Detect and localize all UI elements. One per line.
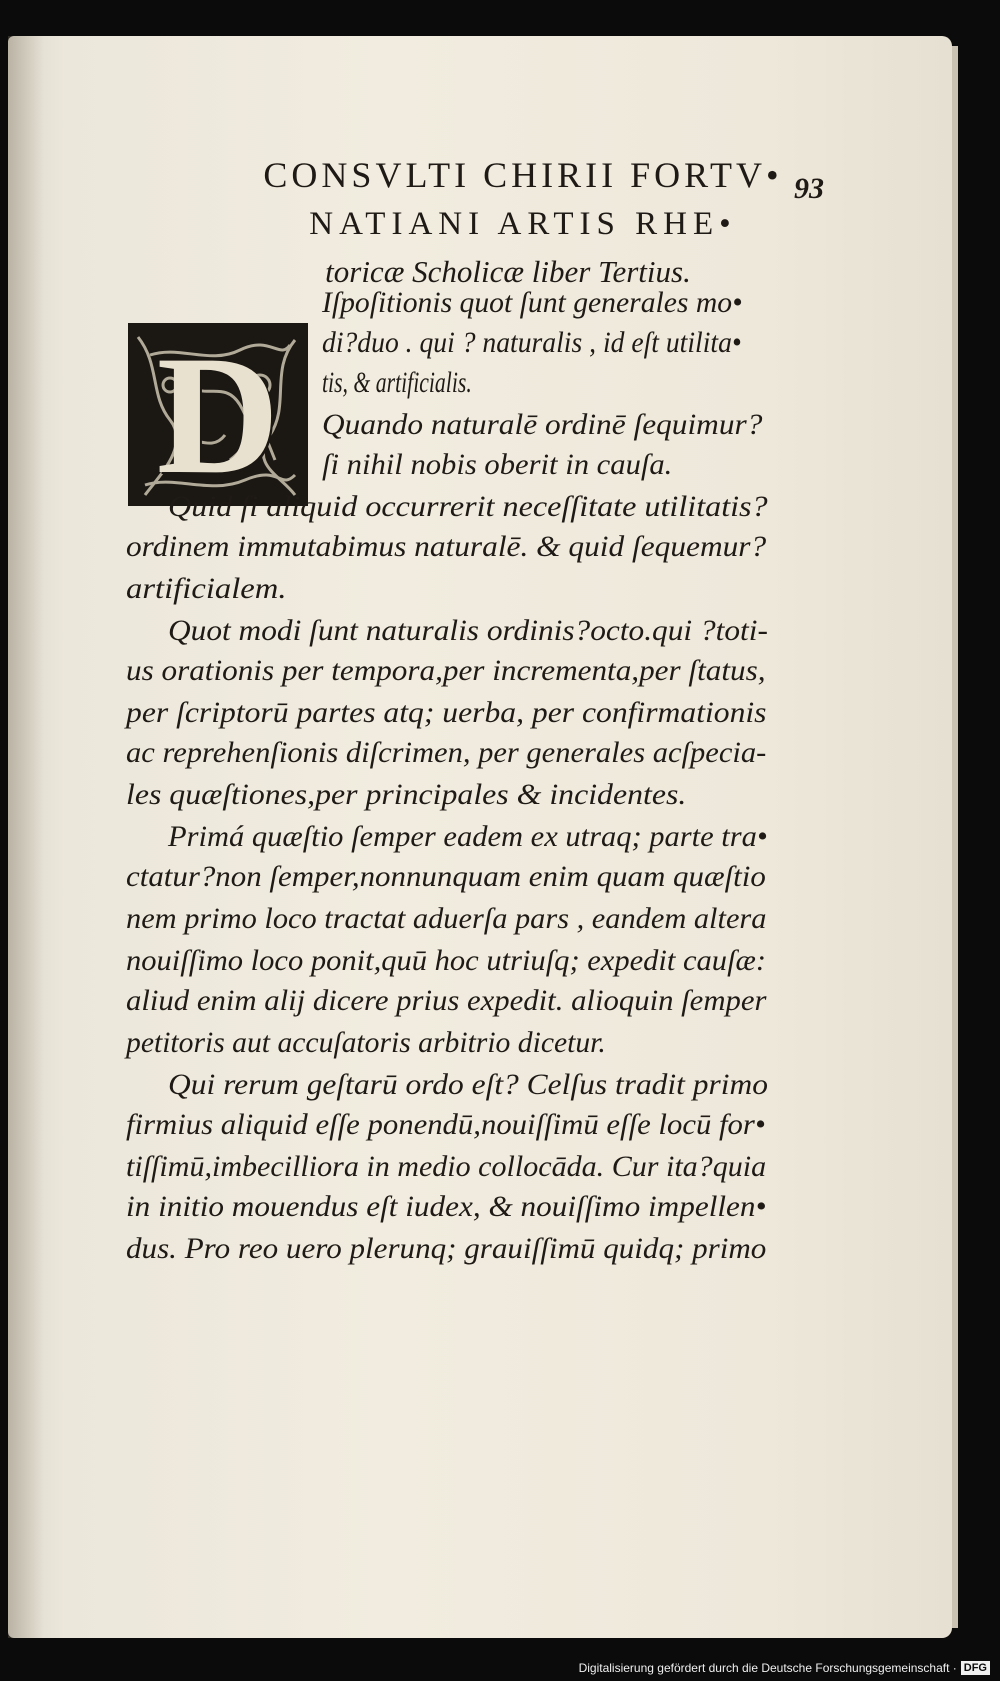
text-line: aliud enim alij dicere prius expedit. alioquin ſemper [126,984,767,1017]
text-line: Qui rerum geſtarū ordo eſt? Celſus tradit primo [168,1068,768,1101]
footer-bar [579,1661,990,1675]
heading-line-3: toricæ Scholicæ liber Tertius. [325,254,691,289]
footer-text: Digitalisierung gefördert durch die Deutsche Forschungsgemeinschaft · [578,1661,957,1675]
heading-line-1: CONSVLTI CHIRII FORTV• [263,155,783,195]
text-line: dus. Pro reo uero plerunq; grauiſſimū quidq; primo [126,1232,767,1265]
heading-line-2: NATIANI ARTIS RHE• [309,206,737,242]
page-number: 93 [794,172,824,205]
text-line: firmius aliquid eſſe ponendū,nouiſſimū eſſe locū for• [126,1108,766,1141]
text-line: Primá quæſtio ſemper eadem ex utraq; parte tra• [168,820,768,853]
text-line: petitoris aut accuſatoris arbitrio dicetur. [126,1026,606,1059]
decorated-initial [128,323,308,506]
text-line: di?duo . qui ? naturalis , id eſt utilita• [322,326,742,359]
text-line: nouiſſimo loco ponit,quū hoc utriuſq; expedit cauſæ: [126,944,767,977]
dfg-logo: DFG [961,1661,990,1675]
text-line: us orationis per tempora,per incrementa,per ſtatus, [126,654,766,687]
text-line: in initio mouendus eſt iudex, & nouiſſimo impellen• [126,1190,767,1223]
text-line: les quæſtiones,per principales & incidentes. [126,778,687,811]
text-line: Quot modi ſunt naturalis ordinis?octo.qui ?toti- [168,614,768,647]
text-line: per ſcriptorū partes atq; uerba, per confirmationis [126,696,767,729]
text-line: Quando naturalē ordinē ſequimur? [322,408,763,441]
text-line: Quid ſi aliquid occurrerit neceſſitate utilitatis? [168,490,768,523]
initial-letter: D [156,323,280,506]
text-line: artificialem. [126,572,287,605]
book-page [8,36,952,1638]
text-line: Iſpoſitionis quot ſunt generales mo• [322,286,743,319]
text-line: ac reprehenſionis diſcrimen, per generales acſpecia- [126,736,767,769]
text-line: ctatur?non ſemper,nonnunquam enim quam quæſtio [126,860,766,893]
text-line: tis, & artificialis. [322,366,472,399]
text-line: ordinem immutabimus naturalē. & quid ſequemur? [126,530,767,563]
text-line: ſi nihil nobis oberit in cauſa. [322,448,673,481]
text-line: nem primo loco tractat aduerſa pars , eandem altera [126,902,767,935]
text-line: tiſſimū,imbecilliora in medio collocāda. Cur ita?quia [126,1150,767,1183]
